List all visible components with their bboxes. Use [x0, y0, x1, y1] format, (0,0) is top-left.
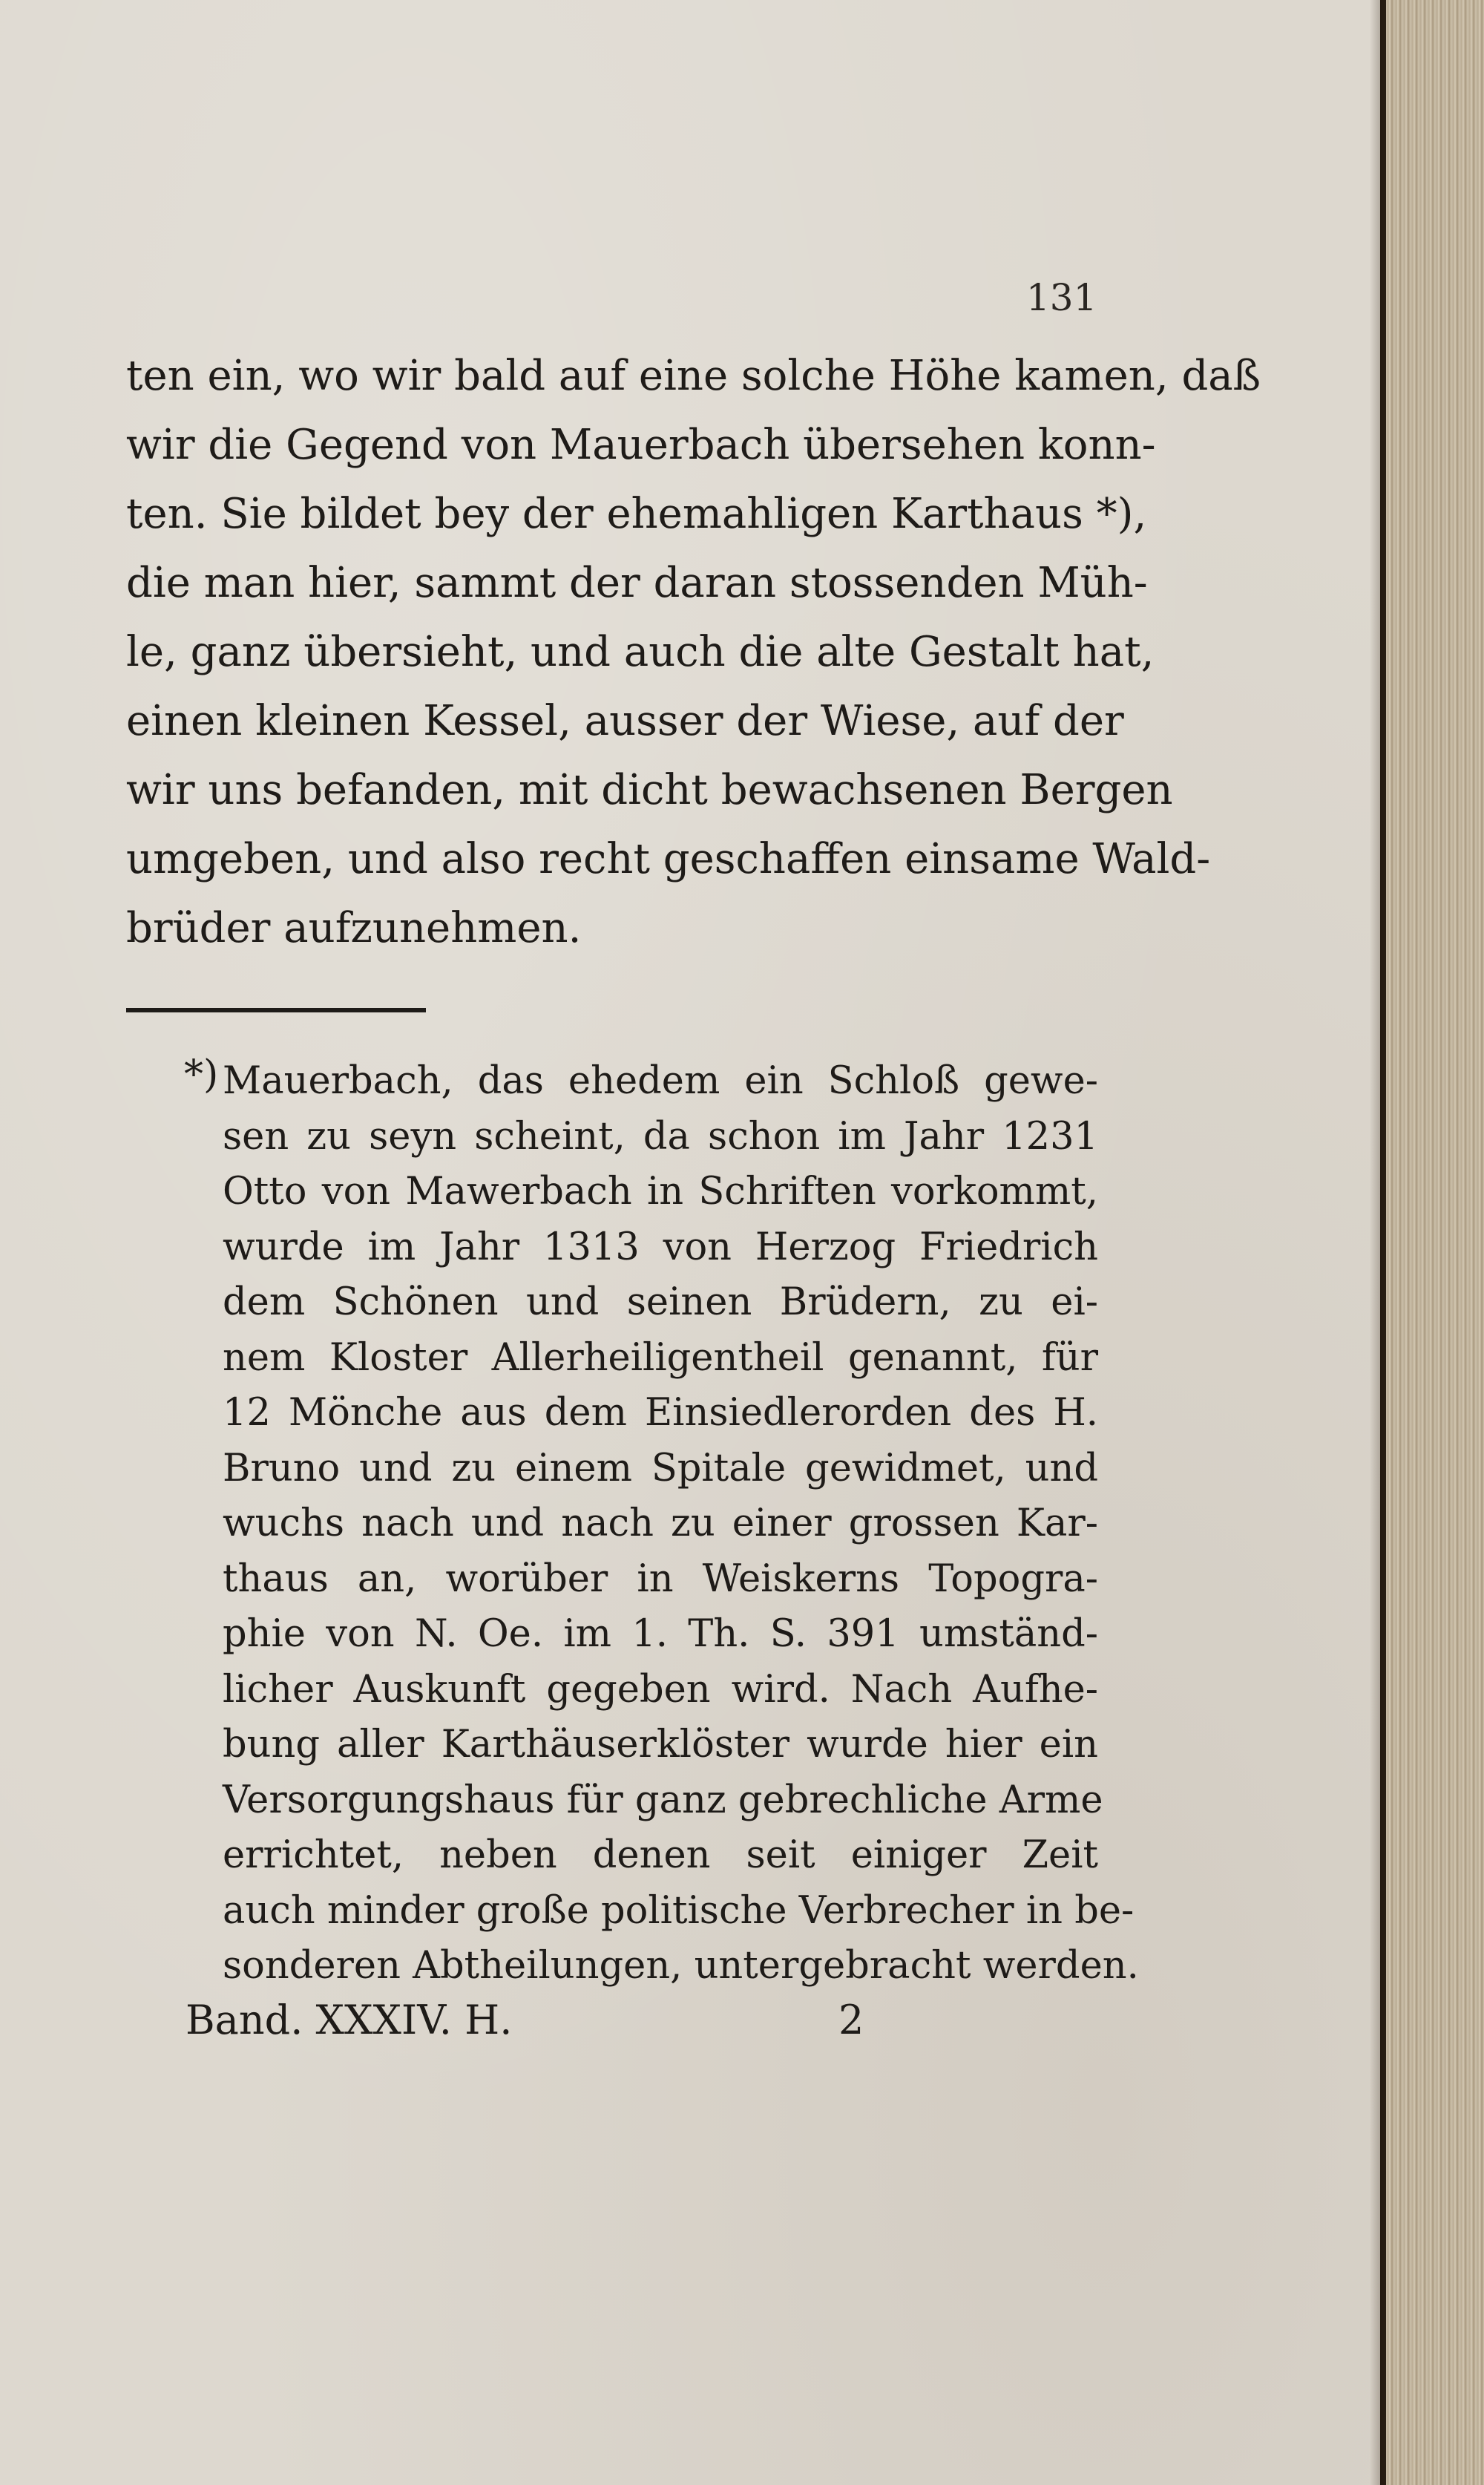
page-edges: [1386, 0, 1484, 2485]
footnote-line: dem Schönen und seinen Brüdern, zu ei-: [223, 1280, 1098, 1324]
footnote-line: 12 Mönche aus dem Einsiedlerorden des H.: [223, 1391, 1098, 1435]
footnote-line: auch minder große politische Verbrecher in be-: [223, 1888, 1135, 1933]
text-line: wir die Gegend von Mauerbach übersehen konn-: [126, 421, 1156, 469]
footnote: [223, 1054, 1139, 1994]
footnote-rule: [126, 1008, 426, 1012]
footnote-line: Bruno und zu einem Spitale gewidmet, und: [223, 1446, 1098, 1490]
text-line: ten ein, wo wir bald auf eine solche Höhe kamen, daß: [126, 352, 1261, 400]
footnote-line: thaus an, worüber in Weiskerns Topogra-: [223, 1556, 1098, 1601]
footnote-line: wurde im Jahr 1313 von Herzog Friedrich: [223, 1225, 1098, 1269]
footnote-line: phie von N. Oe. im 1. Th. S. 391 umständ-: [223, 1612, 1098, 1656]
footnote-line: nem Kloster Allerheiligentheil genannt, für: [223, 1335, 1098, 1380]
footnote-line: wuchs nach und nach zu einer grossen Kar-: [223, 1502, 1098, 1545]
page-number: 131: [1026, 276, 1097, 319]
footnote-line: errichtet, neben denen seit einiger Zeit: [223, 1833, 1098, 1877]
main-text: [126, 341, 1261, 963]
footnote-line: licher Auskunft gegeben wird. Nach Aufhe-: [223, 1667, 1098, 1712]
footnote-line: sen zu seyn scheint, da schon im Jahr 1231: [223, 1114, 1098, 1159]
footnote-line: Versorgungshaus für ganz gebrechliche Arme: [223, 1778, 1103, 1822]
gathering-mark: 2: [838, 1997, 864, 2043]
text-line: einen kleinen Kessel, ausser der Wiese, auf der: [126, 697, 1124, 745]
text-line: wir uns befanden, mit dicht bewachsenen Bergen: [126, 766, 1173, 814]
text-line: le, ganz übersieht, und auch die alte Gestalt hat,: [126, 628, 1155, 676]
volume-signature: Band. XXXIV. H.: [186, 1997, 513, 2043]
text-line: ten. Sie bildet bey der ehemahligen Karthaus *),: [126, 490, 1147, 538]
footnote-line: Otto von Mawerbach in Schriften vorkommt,: [223, 1170, 1098, 1214]
text-line: brüder aufzunehmen.: [126, 904, 582, 952]
footnote-marker: *): [184, 1052, 219, 1097]
footnote-line: Mauerbach, das ehedem ein Schloß gewe-: [223, 1059, 1098, 1103]
text-line: umgeben, und also recht geschaffen einsame Wald-: [126, 835, 1211, 883]
footnote-line: bung aller Karthäuserklöster wurde hier ein: [223, 1723, 1098, 1767]
text-line: die man hier, sammt der daran stossenden Müh-: [126, 559, 1148, 607]
footnote-line: sonderen Abtheilungen, untergebracht werden.: [223, 1944, 1139, 1988]
